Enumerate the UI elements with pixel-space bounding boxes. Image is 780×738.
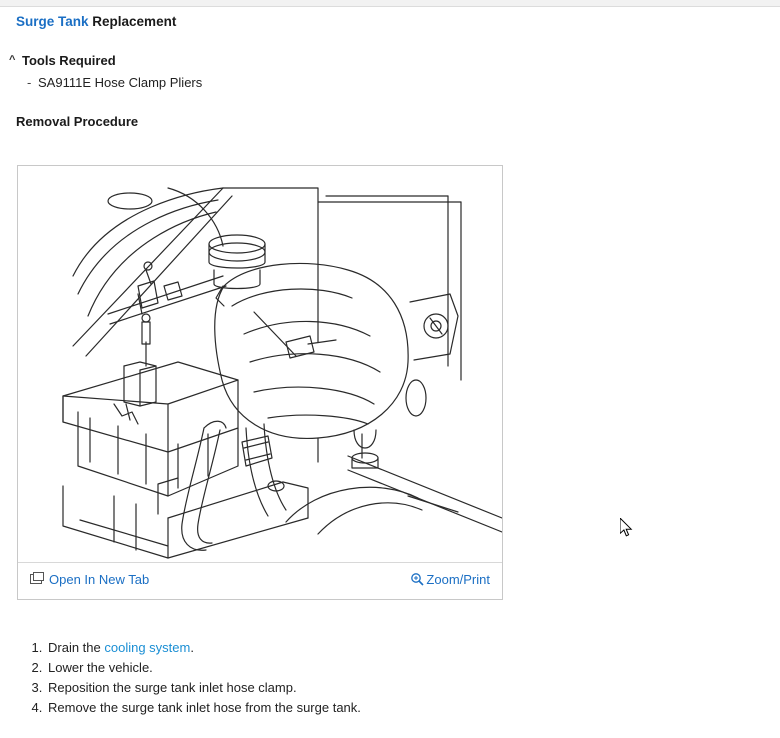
step-text: Remove the surge tank inlet hose from the surge tank. bbox=[48, 700, 361, 715]
step-text: Reposition the surge tank inlet hose clamp. bbox=[48, 680, 297, 695]
step-text: Drain the bbox=[48, 640, 105, 655]
step-text-after: . bbox=[190, 640, 194, 655]
bullet-dash-icon: - bbox=[27, 75, 32, 90]
mouse-cursor bbox=[620, 518, 634, 539]
list-item bbox=[46, 698, 546, 718]
open-in-new-tab-link[interactable]: Open In New Tab bbox=[49, 572, 150, 587]
cooling-system-link[interactable]: cooling system bbox=[104, 640, 191, 655]
page-title-rest: Replacement bbox=[88, 14, 177, 29]
removal-steps-list bbox=[22, 638, 546, 718]
tool-name: SA9111E Hose Clamp Pliers bbox=[38, 75, 203, 90]
zoom-print-icon[interactable] bbox=[410, 572, 424, 586]
list-item bbox=[46, 658, 546, 678]
zoom-print-link[interactable]: Zoom/Print bbox=[426, 572, 490, 587]
list-item bbox=[46, 678, 546, 698]
step-text: Lower the vehicle. bbox=[48, 660, 153, 675]
list-item bbox=[27, 75, 780, 90]
figure-image[interactable] bbox=[18, 166, 502, 563]
tools-required-label: Tools Required bbox=[22, 53, 116, 68]
figure-container bbox=[17, 165, 503, 600]
window-top-strip bbox=[0, 0, 780, 7]
tools-required-heading[interactable] bbox=[9, 53, 780, 68]
collapse-caret-icon[interactable]: ^ bbox=[9, 54, 16, 66]
page-title-link[interactable]: Surge Tank bbox=[16, 14, 89, 29]
list-item bbox=[46, 638, 546, 658]
document-content bbox=[0, 7, 780, 129]
surge-tank-diagram-icon bbox=[18, 166, 502, 563]
figure-toolbar bbox=[18, 562, 502, 599]
removal-procedure-heading: Removal Procedure bbox=[16, 114, 139, 129]
page-title bbox=[16, 14, 780, 29]
open-in-new-tab-icon[interactable] bbox=[30, 572, 44, 586]
